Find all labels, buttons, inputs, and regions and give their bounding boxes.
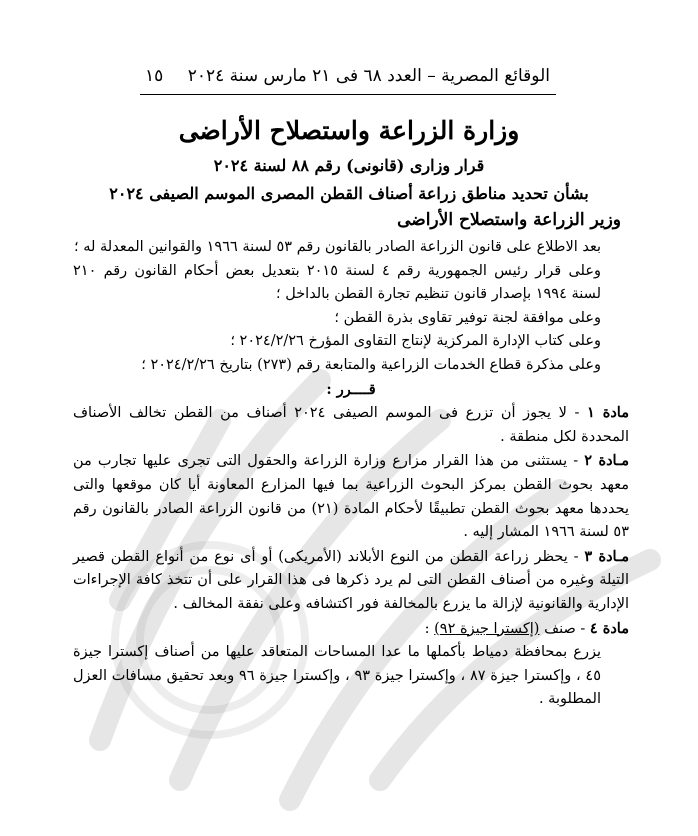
- preamble-paragraph: وعلى مذكرة قطاع الخدمات الزراعية والمتابعة رقم (٢٧٣) بتاريخ ٢٠٢٤/٢/٢٦ ؛: [141, 356, 601, 373]
- article-2: [73, 449, 629, 544]
- preamble-paragraph: وعلى قرار رئيس الجمهورية رقم ٤ لسنة ٢٠١٥ بتعديل بعض أحكام القانون رقم ٢١٠ لسنة ١٩٩٤ بإصدار قانون تنظيم تجارة القطن بالداخل ؛: [73, 262, 601, 303]
- article-label: مـادة ٢: [584, 452, 629, 470]
- article-4-text: يزرع بمحافظة دمياط بأكملها ما عدا المساحات المتعاقد عليها من أصناف إكسترا جيزة ٤٥ ، وإكسترا جيزة ٨٧ ، وإكسترا جيزة ٩٣ ، وإكسترا جيزة ٩٦ وبعد تحقيق مسافات العزل المطلوبة .: [73, 644, 601, 708]
- article-suffix: :: [424, 620, 435, 637]
- article-1: [73, 401, 629, 449]
- article-text: - يحظر زراعة القطن من النوع الأبلاند (الأمريكى) أو أى نوع من أنواع القطن قصير التيلة وغيره من أصناف القطن التى لم يرد ذكرها فى هذا القرار على أن تتخذ كافة الإجراءات الإدارية والقانونية لإزالة ما يزرع بالمخالفة فور اكتشافه وعلى نفقة المخالف .: [73, 548, 629, 612]
- preamble-paragraph: وعلى موافقة لجنة توفير تقاوى بذرة القطن ؛: [334, 309, 601, 326]
- page-header: [145, 64, 550, 92]
- publication-line: الوقائع المصرية – العدد ٦٨ فى ٢١ مارس سنة ٢٠٢٤: [187, 66, 550, 86]
- article-3: [73, 545, 629, 617]
- minister-heading: وزير الزراعة واستصلاح الأراضى: [397, 210, 621, 230]
- article-prefix: - صنف: [539, 620, 590, 637]
- decree-body: [73, 236, 629, 712]
- article-text: - يستثنى من هذا القرار مزارع وزارة الزراعة والحقول التى تجرى عليها تجارب من معهد بحوث القطن بمركز البحوث الزراعية بما فيها المزارع المعاونة أيا كان موقعها والتى يحددها معهد بحوث القطن تطبيقًا لأحكام المادة (٢١) من قانون الزراعة الصادر بالقانون رقم ٥٣ لسنة ١٩٦٦ المشار إليه .: [73, 453, 629, 541]
- article-4-heading: [73, 617, 629, 642]
- decided-heading: قــــرر :: [326, 380, 376, 398]
- header-rule: [140, 94, 556, 95]
- page-number: ١٥: [145, 66, 164, 86]
- ministry-title: وزارة الزراعة واستصلاح الأراضى: [178, 116, 520, 145]
- variety-name: (إكسترا جيزة ٩٢): [434, 620, 540, 637]
- article-label: مادة ٤: [589, 619, 629, 637]
- decree-subject: بشأن تحديد مناطق زراعة أصناف القطن المصرى الموسم الصيفى ٢٠٢٤: [109, 184, 589, 203]
- article-label: مادة ١: [586, 404, 629, 422]
- preamble-paragraph: بعد الاطلاع على قانون الزراعة الصادر بالقانون رقم ٥٣ لسنة ١٩٦٦ والقوانين المعدلة له ؛: [74, 239, 601, 255]
- decree-title: قرار وزارى (قانونى) رقم ٨٨ لسنة ٢٠٢٤: [213, 156, 485, 175]
- article-label: مـادة ٣: [584, 547, 629, 565]
- article-text: - لا يجوز أن تزرع فى الموسم الصيفى ٢٠٢٤ أصناف من القطن تخالف الأصناف المحددة لكل منطقة .: [73, 405, 629, 445]
- preamble-paragraph: وعلى كتاب الإدارة المركزية لإنتاج التقاوى المؤرخ ٢٠٢٤/٢/٢٦ ؛: [230, 333, 601, 350]
